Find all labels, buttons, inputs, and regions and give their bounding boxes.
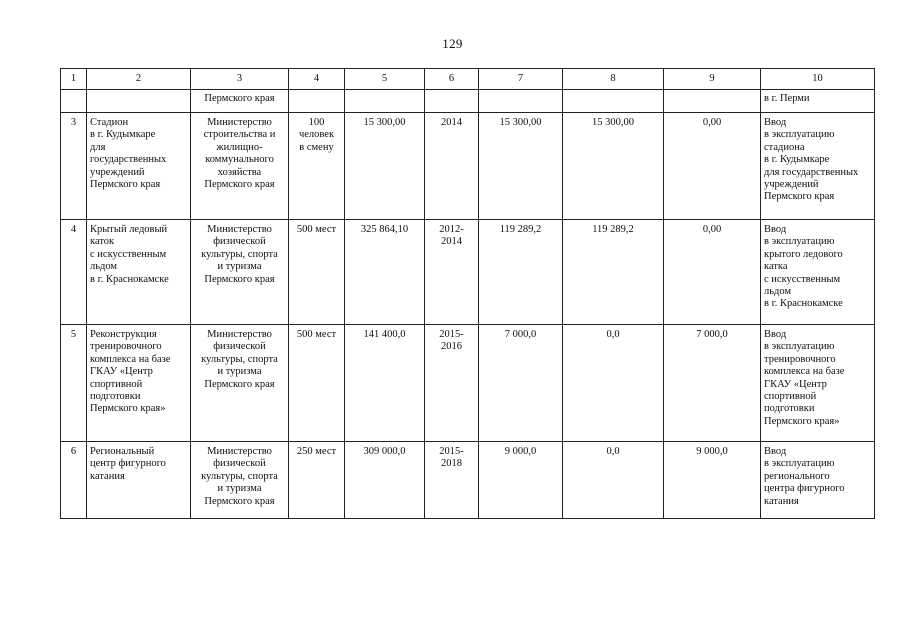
table-cell [664,90,761,113]
total-funding: 7 000,0 [479,325,563,442]
row-number: 5 [61,325,87,442]
responsible-ministry: Министерство физической культуры, спорта и туризма Пермского края [191,325,289,442]
table-row [61,442,875,519]
total-funding: 119 289,2 [479,220,563,325]
funding-a: 0,0 [563,325,664,442]
table-cell [563,90,664,113]
construction-years: 2015- 2016 [425,325,479,442]
funding-a: 0,0 [563,442,664,519]
total-funding: 9 000,0 [479,442,563,519]
responsible-ministry: Министерство физической культуры, спорта и туризма Пермского края [191,220,289,325]
column-number-header: 9 [664,69,761,90]
capacity: 500 мест [289,325,345,442]
table-cell [87,90,191,113]
estimated-cost: 141 400,0 [345,325,425,442]
funding-b: 0,00 [664,220,761,325]
table-cell [479,90,563,113]
estimated-cost: 309 000,0 [345,442,425,519]
funding-a: 119 289,2 [563,220,664,325]
row-number: 4 [61,220,87,325]
total-funding: 15 300,00 [479,113,563,220]
row-number: 6 [61,442,87,519]
expected-result: Ввод в эксплуатацию регионального центра фигурного катания [761,442,875,519]
capacity: 250 мест [289,442,345,519]
program-table [60,68,875,519]
column-number-header: 10 [761,69,875,90]
table-cell [345,90,425,113]
table-cell [61,90,87,113]
column-number-header: 1 [61,69,87,90]
estimated-cost: 325 864,10 [345,220,425,325]
column-number-header: 6 [425,69,479,90]
object-name: Реконструкция тренировочного комплекса на базе ГКАУ «Центр спортивной подготовки Пермского края» [87,325,191,442]
expected-result: Ввод в эксплуатацию крытого ледового катка с искусственным льдом в г. Краснокамске [761,220,875,325]
responsible-ministry: Министерство физической культуры, спорта и туризма Пермского края [191,442,289,519]
expected-result: Ввод в эксплуатацию стадиона в г. Кудымкаре для государственных учреждений Пермского края [761,113,875,220]
column-number-header: 8 [563,69,664,90]
table-row [61,220,875,325]
funding-a: 15 300,00 [563,113,664,220]
object-name: Стадион в г. Кудымкаре для государственных учреждений Пермского края [87,113,191,220]
table-cell: Пермского края [191,90,289,113]
table-row [61,325,875,442]
column-number-header: 4 [289,69,345,90]
row-number: 3 [61,113,87,220]
column-number-header: 3 [191,69,289,90]
expected-result: Ввод в эксплуатацию тренировочного комплекса на базе ГКАУ «Центр спортивной подготовки Пермского края» [761,325,875,442]
column-number-header: 7 [479,69,563,90]
table-cell [425,90,479,113]
column-number-header: 2 [87,69,191,90]
construction-years: 2014 [425,113,479,220]
capacity: 500 мест [289,220,345,325]
object-name: Крытый ледовый каток с искусственным льдом в г. Краснокамске [87,220,191,325]
table-cell [289,90,345,113]
responsible-ministry: Министерство строительства и жилищно- коммунального хозяйства Пермского края [191,113,289,220]
construction-years: 2015- 2018 [425,442,479,519]
capacity: 100 человек в смену [289,113,345,220]
funding-b: 9 000,0 [664,442,761,519]
funding-b: 0,00 [664,113,761,220]
continuation-row [61,90,875,113]
object-name: Региональный центр фигурного катания [87,442,191,519]
construction-years: 2012- 2014 [425,220,479,325]
estimated-cost: 15 300,00 [345,113,425,220]
page-number: 129 [442,36,463,51]
table-cell: в г. Перми [761,90,875,113]
column-number-row [61,69,875,90]
column-number-header: 5 [345,69,425,90]
table-row [61,113,875,220]
funding-b: 7 000,0 [664,325,761,442]
